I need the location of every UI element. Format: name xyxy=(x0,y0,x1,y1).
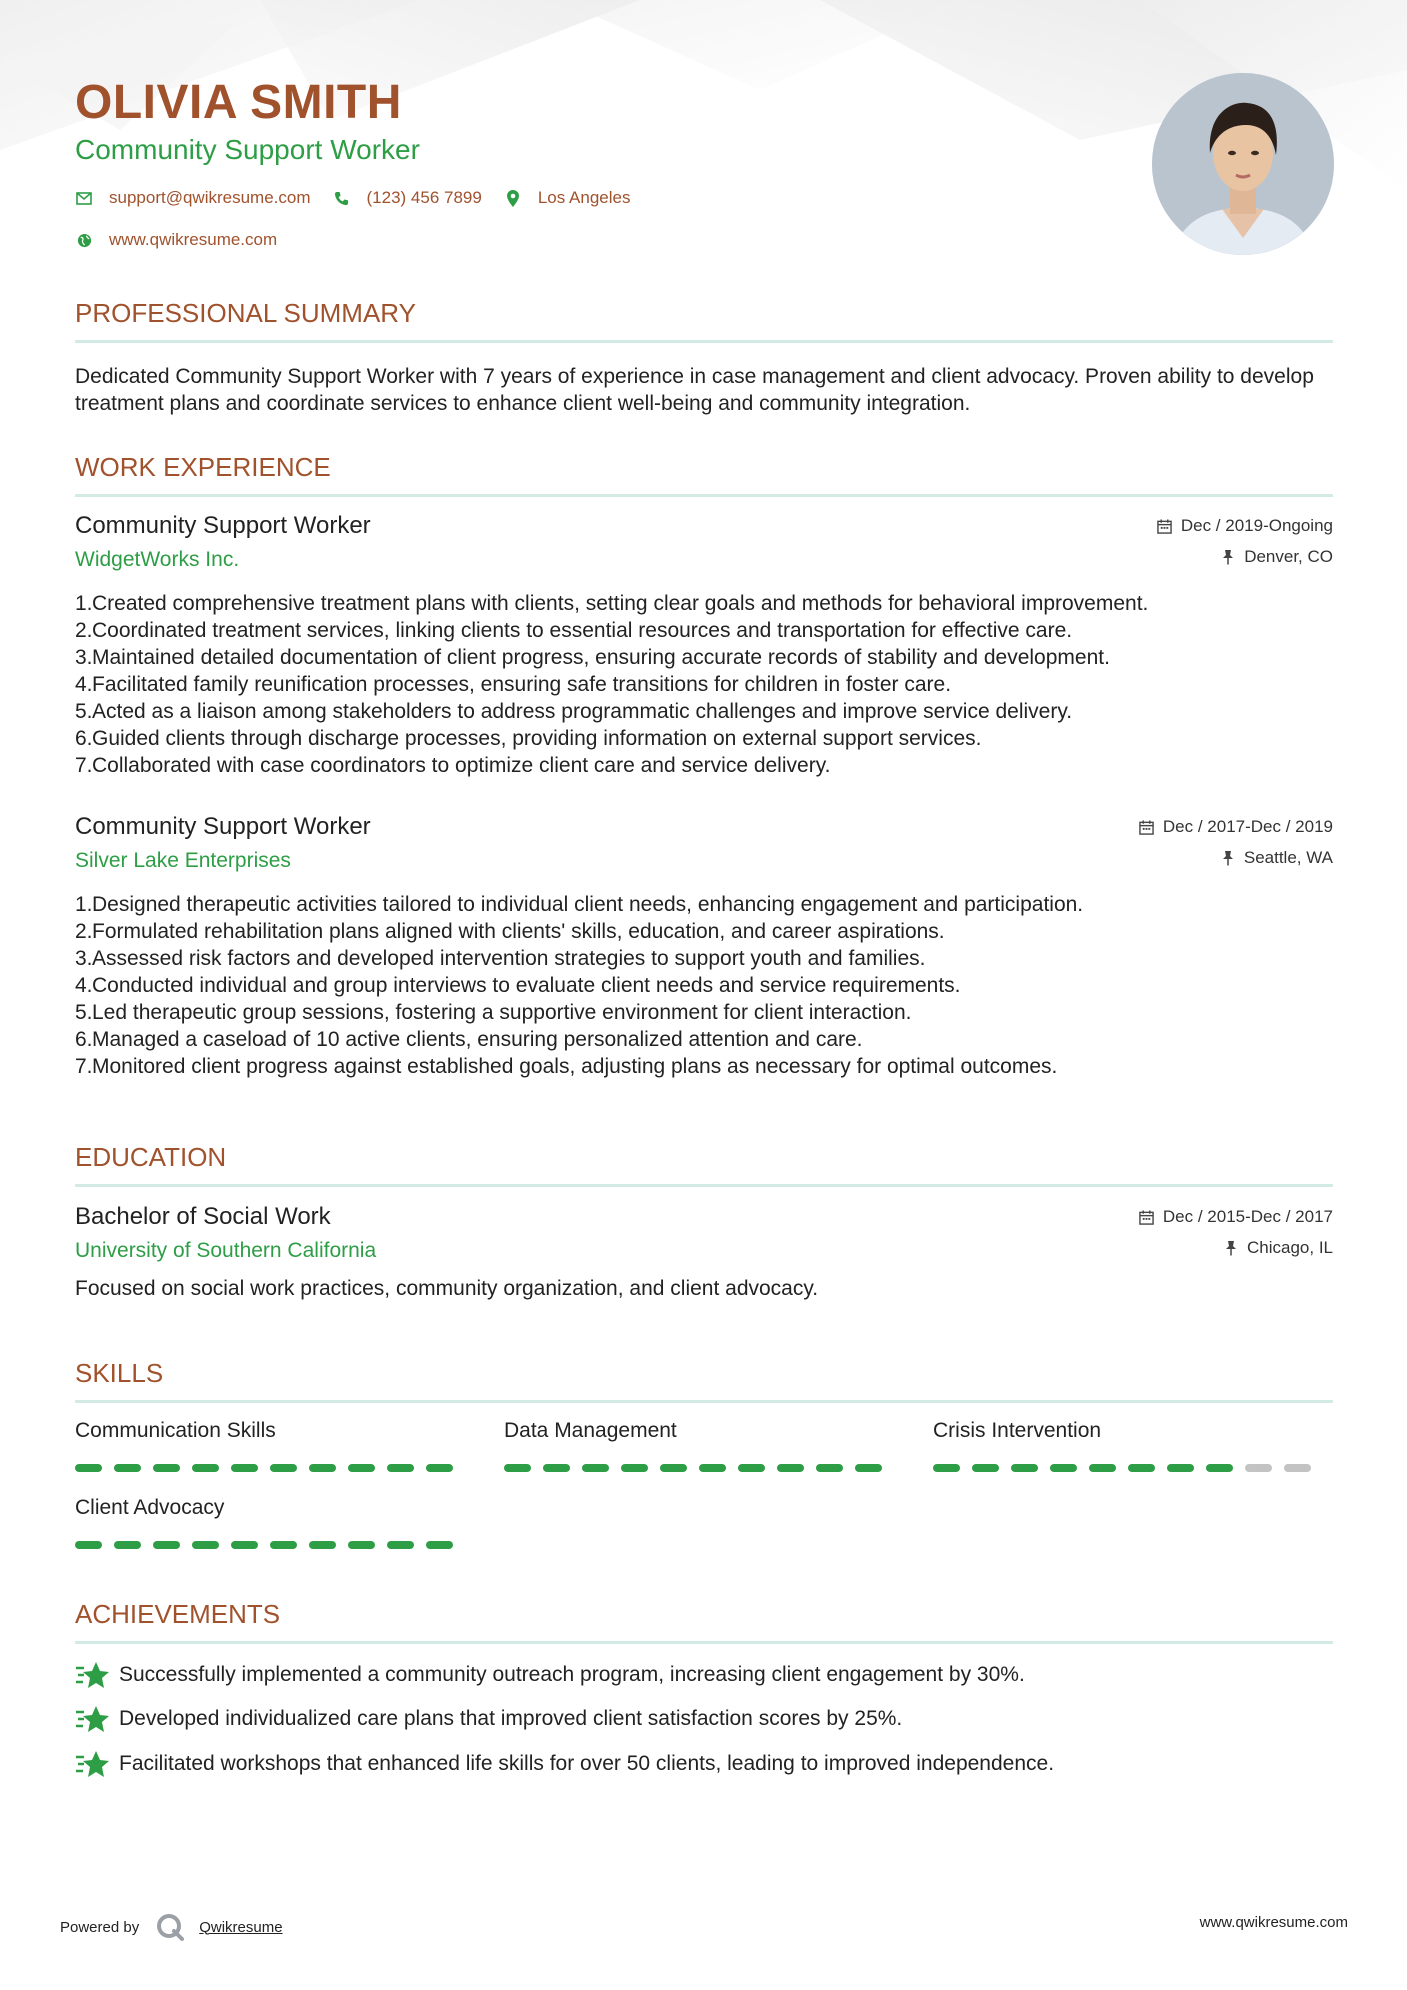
powered-by xyxy=(60,1912,283,1942)
skill-level-dash xyxy=(621,1464,648,1472)
email-text: support@qwikresume.com xyxy=(109,188,311,207)
skill-level-dash xyxy=(270,1541,297,1549)
job-company: Silver Lake Enterprises xyxy=(75,849,291,872)
contact-row-website xyxy=(75,230,299,250)
list-item: 4. Facilitated family reunification processes, ensuring safe transitions for children in foster care. xyxy=(75,673,952,696)
education-entry xyxy=(75,1203,1333,1302)
job-location xyxy=(1220,848,1333,868)
skill-level-dash xyxy=(1284,1464,1311,1472)
list-item: 3. Assessed risk factors and developed intervention strategies to support youth and families. xyxy=(75,947,926,970)
skill-level-bar xyxy=(933,1464,1323,1472)
contact-email[interactable] xyxy=(75,188,311,208)
skill-level-bar xyxy=(75,1541,465,1549)
phone-icon xyxy=(333,189,351,207)
job-date xyxy=(1157,516,1333,536)
section-divider xyxy=(75,340,1333,343)
envelope-icon xyxy=(75,189,93,207)
skill-level-dash xyxy=(1167,1464,1194,1472)
skill-level-dash xyxy=(153,1464,180,1472)
skill-level-dash xyxy=(192,1464,219,1472)
skill-level-dash xyxy=(777,1464,804,1472)
section-divider xyxy=(75,1641,1333,1644)
experience-heading: WORK EXPERIENCE xyxy=(75,452,331,482)
job-location-text: Seattle, WA xyxy=(1243,848,1333,867)
skills-section xyxy=(75,1356,1333,1403)
calendar-icon xyxy=(1157,518,1173,534)
list-item: 7. Monitored client progress against established goals, adjusting plans as necessary for optimal outcomes. xyxy=(75,1055,1058,1078)
contact-location xyxy=(504,188,631,208)
achievement-item xyxy=(75,1660,1025,1690)
job-entry xyxy=(75,512,1333,779)
star-icon xyxy=(75,1749,109,1779)
section-divider xyxy=(75,1184,1333,1187)
skill-item xyxy=(75,1494,455,1522)
job-location-text: Denver, CO xyxy=(1244,547,1333,566)
skill-level-dash xyxy=(816,1464,843,1472)
summary-heading: PROFESSIONAL SUMMARY xyxy=(75,298,416,328)
skill-level-dash xyxy=(309,1464,336,1472)
pushpin-icon xyxy=(1223,1240,1239,1256)
job-date-text: Dec / 2019-Ongoing xyxy=(1180,516,1333,535)
page-footer xyxy=(60,1900,1348,1940)
skill-level-dash xyxy=(699,1464,726,1472)
skill-level-dash xyxy=(1128,1464,1155,1472)
skill-level-dash xyxy=(426,1541,453,1549)
skill-level-dash xyxy=(504,1464,531,1472)
calendar-icon xyxy=(1139,1209,1155,1225)
education-heading: EDUCATION xyxy=(75,1142,227,1172)
list-item: 4. Conducted individual and group interviews to evaluate client needs and service requirements. xyxy=(75,974,961,997)
skill-level-dash xyxy=(231,1541,258,1549)
skill-level-dash xyxy=(972,1464,999,1472)
skill-name: Data Management xyxy=(504,1419,677,1442)
skill-item xyxy=(75,1417,455,1445)
list-item: 5. Acted as a liaison among stakeholders to address programmatic challenges and improve service delivery. xyxy=(75,700,1073,723)
skill-level-dash xyxy=(114,1464,141,1472)
education-date-text: Dec / 2015-Dec / 2017 xyxy=(1162,1207,1333,1226)
list-item: 3. Maintained detailed documentation of client progress, ensuring accurate records of stability and development. xyxy=(75,646,1110,669)
skill-level-dash xyxy=(348,1464,375,1472)
achievement-text: Developed individualized care plans that improved client satisfaction scores by 25%. xyxy=(119,1707,903,1730)
summary-section xyxy=(75,296,1333,417)
education-section xyxy=(75,1140,1333,1187)
powered-by-label: Powered by xyxy=(60,1918,140,1936)
school: University of Southern California xyxy=(75,1239,377,1262)
experience-section xyxy=(75,450,1333,497)
skill-level-dash xyxy=(1206,1464,1233,1472)
skill-level-dash xyxy=(1050,1464,1077,1472)
skill-name: Client Advocacy xyxy=(75,1496,225,1519)
skill-level-dash xyxy=(738,1464,765,1472)
contact-row xyxy=(75,188,652,208)
achievement-item xyxy=(75,1749,1054,1779)
list-item: 6. Guided clients through discharge processes, providing information on external support services. xyxy=(75,727,982,750)
phone-text: (123) 456 7899 xyxy=(366,188,482,207)
skill-level-bar xyxy=(75,1464,465,1472)
footer-website[interactable]: www.qwikresume.com xyxy=(1199,1914,1348,1931)
list-item: 7. Collaborated with case coordinators to optimize client care and service delivery. xyxy=(75,754,831,777)
job-bullets xyxy=(75,590,1333,779)
star-icon xyxy=(75,1704,109,1734)
skill-level-dash xyxy=(660,1464,687,1472)
section-divider xyxy=(75,1400,1333,1403)
list-item: 2. Coordinated treatment services, linking clients to essential resources and transportation for effective care. xyxy=(75,619,1073,642)
education-location xyxy=(1223,1238,1333,1258)
achievements-heading: ACHIEVEMENTS xyxy=(75,1599,281,1629)
pushpin-icon xyxy=(1220,549,1236,565)
skill-item xyxy=(933,1417,1313,1445)
skill-name: Communication Skills xyxy=(75,1419,276,1442)
education-date xyxy=(1139,1207,1333,1227)
summary-text: Dedicated Community Support Worker with 7 years of experience in case management and client advocacy. Proven ability to develop treatment plans and coordinate services to enhance client well-being and community integration. xyxy=(75,365,1314,415)
star-icon xyxy=(75,1660,109,1690)
qwikresume-link[interactable]: Qwikresume xyxy=(199,1918,283,1936)
achievement-item xyxy=(75,1704,902,1734)
skills-heading: SKILLS xyxy=(75,1358,164,1388)
skill-level-dash xyxy=(387,1464,414,1472)
skill-level-dash xyxy=(270,1464,297,1472)
list-item: 1. Created comprehensive treatment plans with clients, setting clear goals and methods for behavioral improvement. xyxy=(75,592,1149,615)
skill-level-dash xyxy=(309,1541,336,1549)
job-date xyxy=(1139,817,1333,837)
contact-website[interactable] xyxy=(75,230,277,250)
job-bullets xyxy=(75,891,1333,1080)
list-item: 1. Designed therapeutic activities tailored to individual client needs, enhancing engagement and participation. xyxy=(75,893,1084,916)
skill-level-dash xyxy=(1245,1464,1272,1472)
job-date-text: Dec / 2017-Dec / 2019 xyxy=(1162,817,1333,836)
skill-level-dash xyxy=(75,1464,102,1472)
website-text: www.qwikresume.com xyxy=(109,230,278,249)
candidate-name: OLIVIA SMITH xyxy=(75,76,402,129)
map-pin-icon xyxy=(504,189,522,207)
job-entry xyxy=(75,813,1333,1080)
education-description: Focused on social work practices, community organization, and client advocacy. xyxy=(75,1277,819,1300)
candidate-title: Community Support Worker xyxy=(75,134,420,165)
achievements-section xyxy=(75,1597,1333,1644)
skill-level-dash xyxy=(1011,1464,1038,1472)
achievement-text: Facilitated workshops that enhanced life skills for over 50 clients, leading to improved independence. xyxy=(119,1752,1055,1775)
skill-level-dash xyxy=(387,1541,414,1549)
skill-level-dash xyxy=(426,1464,453,1472)
job-role: Community Support Worker xyxy=(75,813,371,840)
list-item: 2. Formulated rehabilitation plans aligned with clients' skills, education, and career aspirations. xyxy=(75,920,945,943)
job-company: WidgetWorks Inc. xyxy=(75,548,240,571)
skill-level-dash xyxy=(348,1541,375,1549)
contact-phone[interactable] xyxy=(333,188,482,208)
education-location-text: Chicago, IL xyxy=(1247,1238,1333,1257)
skill-level-dash xyxy=(582,1464,609,1472)
skill-level-bar xyxy=(504,1464,894,1472)
skill-level-dash xyxy=(192,1541,219,1549)
skill-level-dash xyxy=(933,1464,960,1472)
pushpin-icon xyxy=(1220,850,1236,866)
job-role: Community Support Worker xyxy=(75,512,371,539)
skill-name: Crisis Intervention xyxy=(933,1419,1102,1442)
calendar-icon xyxy=(1139,819,1155,835)
degree: Bachelor of Social Work xyxy=(75,1203,331,1230)
location-text: Los Angeles xyxy=(537,188,631,207)
profile-photo xyxy=(1152,73,1334,255)
section-divider xyxy=(75,494,1333,497)
list-item: 6. Managed a caseload of 10 active clients, ensuring personalized attention and care. xyxy=(75,1028,863,1051)
skill-level-dash xyxy=(855,1464,882,1472)
skill-level-dash xyxy=(1089,1464,1116,1472)
skill-level-dash xyxy=(75,1541,102,1549)
globe-icon xyxy=(75,231,93,249)
list-item: 5. Led therapeutic group sessions, fostering a supportive environment for client interaction. xyxy=(75,1001,912,1024)
skill-level-dash xyxy=(543,1464,570,1472)
skill-item xyxy=(504,1417,884,1445)
qwikresume-logo-icon xyxy=(155,1912,185,1942)
skill-level-dash xyxy=(114,1541,141,1549)
skill-level-dash xyxy=(231,1464,258,1472)
skill-level-dash xyxy=(153,1541,180,1549)
job-location xyxy=(1220,547,1333,567)
achievement-text: Successfully implemented a community outreach program, increasing client engagement by 30%. xyxy=(119,1663,1025,1686)
